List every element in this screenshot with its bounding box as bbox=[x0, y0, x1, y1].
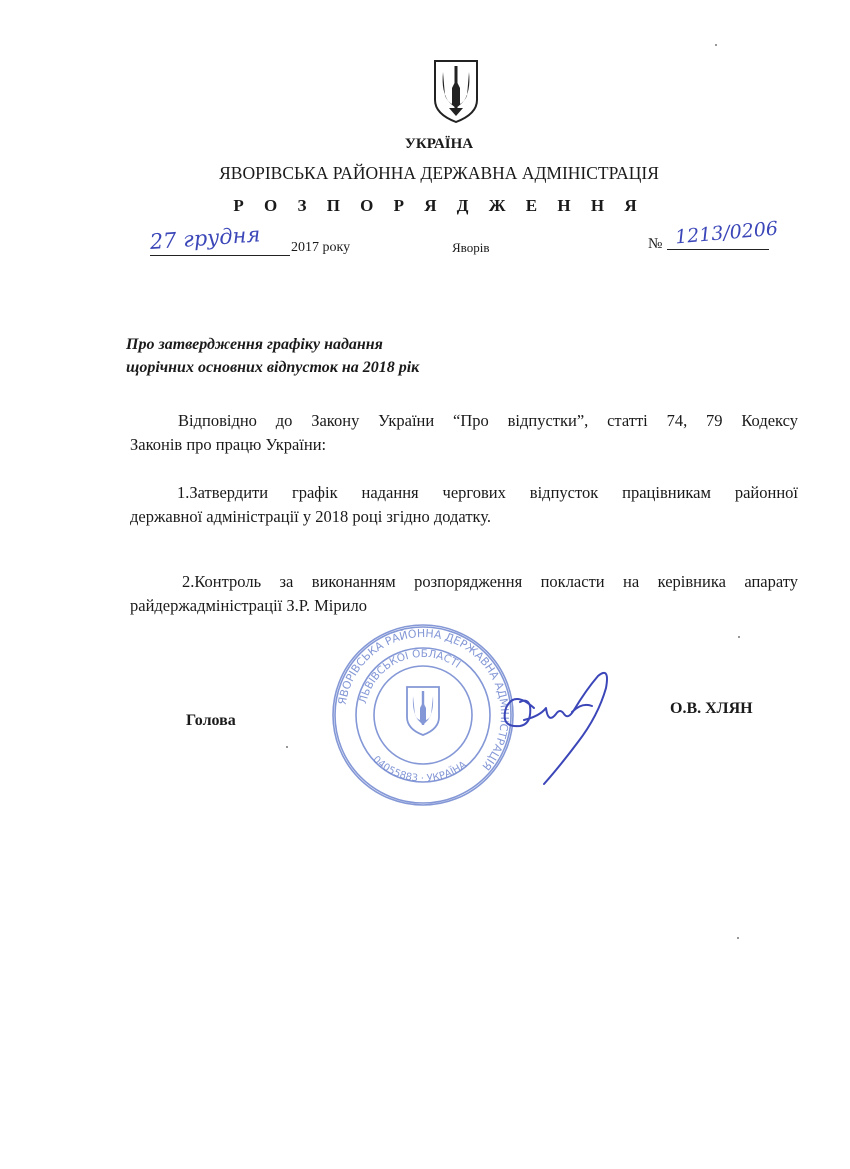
svg-text:ЯВОРІВСЬКА РАЙОННА ДЕРЖАВНА АД: ЯВОРІВСЬКА РАЙОННА ДЕРЖАВНА АДМІНІСТРАЦІЯ bbox=[335, 626, 512, 773]
preamble-line-2: Законів про працю України: bbox=[130, 435, 327, 454]
country-heading: УКРАЇНА bbox=[404, 136, 474, 152]
year-label: 2017 року bbox=[291, 240, 351, 255]
item-2-paragraph bbox=[130, 570, 798, 618]
official-stamp bbox=[330, 622, 516, 808]
scan-speck bbox=[286, 746, 288, 748]
item-1-line-1: 1.Затвердити графік надання чергових відпусток працівникам районної bbox=[177, 483, 798, 502]
scan-speck bbox=[738, 636, 740, 638]
item-1-line-2: державної адміністрації у 2018 році згідно додатку. bbox=[130, 507, 492, 526]
preamble-line-1: Відповідно до Закону України “Про відпустки”, статті 74, 79 Кодексу bbox=[178, 411, 798, 430]
trident-emblem-icon bbox=[431, 58, 481, 124]
title-line-1: Про затвердження графіку надання bbox=[126, 336, 383, 353]
number-underline bbox=[667, 249, 769, 250]
administration-heading: ЯВОРІВСЬКА РАЙОННА ДЕРЖАВНА АДМІНІСТРАЦІЯ bbox=[219, 163, 659, 183]
preamble-paragraph bbox=[130, 409, 798, 457]
scan-speck bbox=[715, 44, 717, 46]
document-type-heading: Р О З П О Р Я Д Ж Е Н Н Я bbox=[233, 196, 645, 215]
signatory-name: О.В. ХЛЯН bbox=[670, 700, 753, 717]
handwritten-signature bbox=[494, 668, 624, 788]
item-1-paragraph bbox=[130, 481, 798, 529]
place-label: Яворів bbox=[452, 240, 490, 255]
scan-speck bbox=[737, 937, 739, 939]
svg-text:ЛЬВІВСЬКОЇ ОБЛАСТІ: ЛЬВІВСЬКОЇ ОБЛАСТІ bbox=[357, 647, 463, 705]
handwritten-date: 27 грудня bbox=[148, 222, 262, 255]
title-line-2: щорічних основних відпусток на 2018 рік bbox=[126, 359, 420, 376]
document-title bbox=[126, 333, 419, 379]
item-2-line-1: 2.Контроль за виконанням розпорядження покласти на керівника апарату bbox=[182, 572, 798, 591]
signatory-role: Голова bbox=[186, 712, 236, 729]
date-underline bbox=[150, 255, 290, 256]
svg-text:04055883 · УКРАЇНА: 04055883 · УКРАЇНА bbox=[370, 754, 469, 785]
number-sign: № bbox=[648, 236, 663, 252]
item-2-line-2: райдержадміністрації З.Р. Мірило bbox=[130, 596, 367, 615]
handwritten-number: 1213/0206 bbox=[674, 217, 779, 249]
